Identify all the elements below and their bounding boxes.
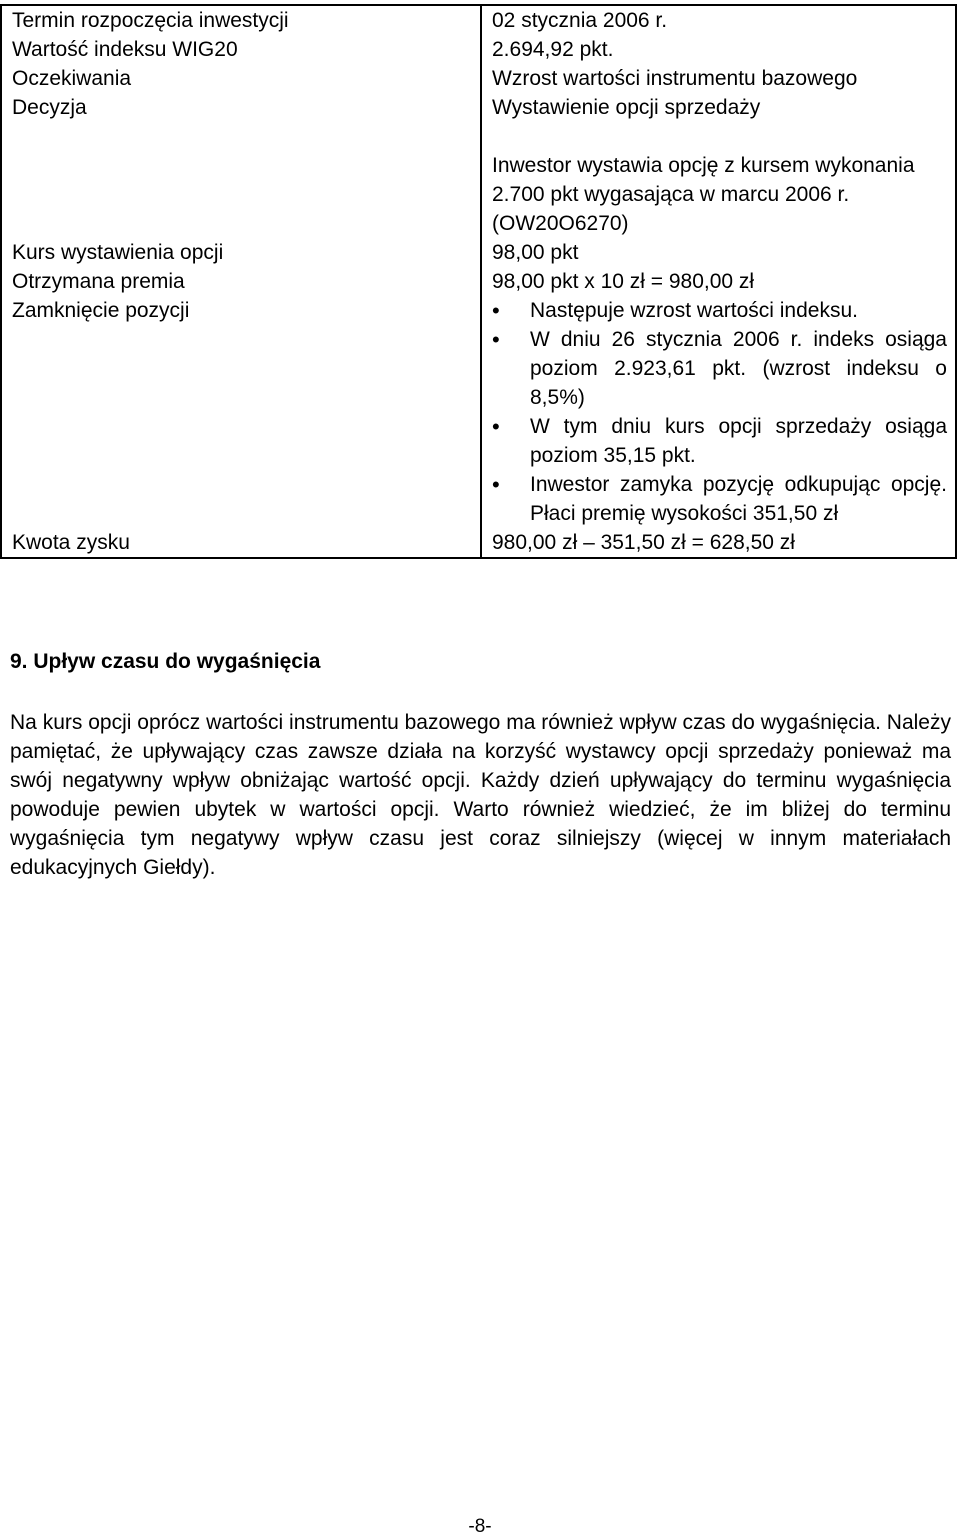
row-value: Inwestor wystawia opcję z kursem wykonania 2.700 pkt wygasająca w marcu 2006 r. (OW20O6270)	[481, 122, 956, 238]
row-value: 98,00 pkt	[481, 238, 956, 267]
row-value: Wzrost wartości instrumentu bazowego	[481, 64, 956, 93]
row-label: Decyzja	[1, 93, 481, 122]
table-row	[1, 122, 956, 238]
investment-table	[0, 4, 957, 559]
row-value: 980,00 zł – 351,50 zł = 628,50 zł	[481, 528, 956, 558]
list-item: • Inwestor zamyka pozycję odkupując opcję. Płaci premię wysokości 351,50 zł	[492, 470, 947, 528]
row-label: Zamknięcie pozycji	[1, 296, 481, 528]
row-label: Kurs wystawienia opcji	[1, 238, 481, 267]
row-label: Kwota zysku	[1, 528, 481, 558]
row-label	[1, 122, 481, 238]
table-row	[1, 93, 956, 122]
section-body: Na kurs opcji oprócz wartości instrumentu bazowego ma również wpływ czas do wygaśnięcia. Należy pamiętać, że upływający czas zawsze działa na korzyść wystawcy opcji sprzedaży ponieważ ma swój negatywny wpływ obniżając wartość opcji. Każdy dzień upływający do terminu wygaśnięcia powoduje pewien ubytek w wartości opcji. Warto również wiedzieć, że im bliżej do terminu wygaśnięcia tym negatywy wpływ czasu jest coraz silniejszy (więcej w innym materiałach edukacyjnych Giełdy).	[10, 711, 951, 879]
row-label: Termin rozpoczęcia inwestycji	[1, 5, 481, 35]
list-item: • W dniu 26 stycznia 2006 r. indeks osiąga poziom 2.923,61 pkt. (wzrost indeksu o 8,5%)	[492, 325, 947, 412]
list-item: • Następuje wzrost wartości indeksu.	[492, 296, 947, 325]
row-value: Wystawienie opcji sprzedaży	[481, 93, 956, 122]
table-row	[1, 296, 956, 528]
row-label: Otrzymana premia	[1, 267, 481, 296]
row-value: 2.694,92 pkt.	[481, 35, 956, 64]
table-row	[1, 35, 956, 64]
section-heading: 9. Upływ czasu do wygaśnięcia	[10, 650, 321, 673]
row-value: 98,00 pkt x 10 zł = 980,00 zł	[481, 267, 956, 296]
table-row	[1, 5, 956, 35]
table-row	[1, 238, 956, 267]
bullet-list	[492, 296, 947, 528]
table-row	[1, 64, 956, 93]
row-value: 02 stycznia 2006 r.	[481, 5, 956, 35]
closing-bullets-cell	[481, 296, 956, 528]
page-number: -8-	[468, 1516, 492, 1537]
table-row	[1, 267, 956, 296]
list-item: • W tym dniu kurs opcji sprzedaży osiąga poziom 35,15 pkt.	[492, 412, 947, 470]
table-row	[1, 528, 956, 558]
row-label: Wartość indeksu WIG20	[1, 35, 481, 64]
row-label: Oczekiwania	[1, 64, 481, 93]
